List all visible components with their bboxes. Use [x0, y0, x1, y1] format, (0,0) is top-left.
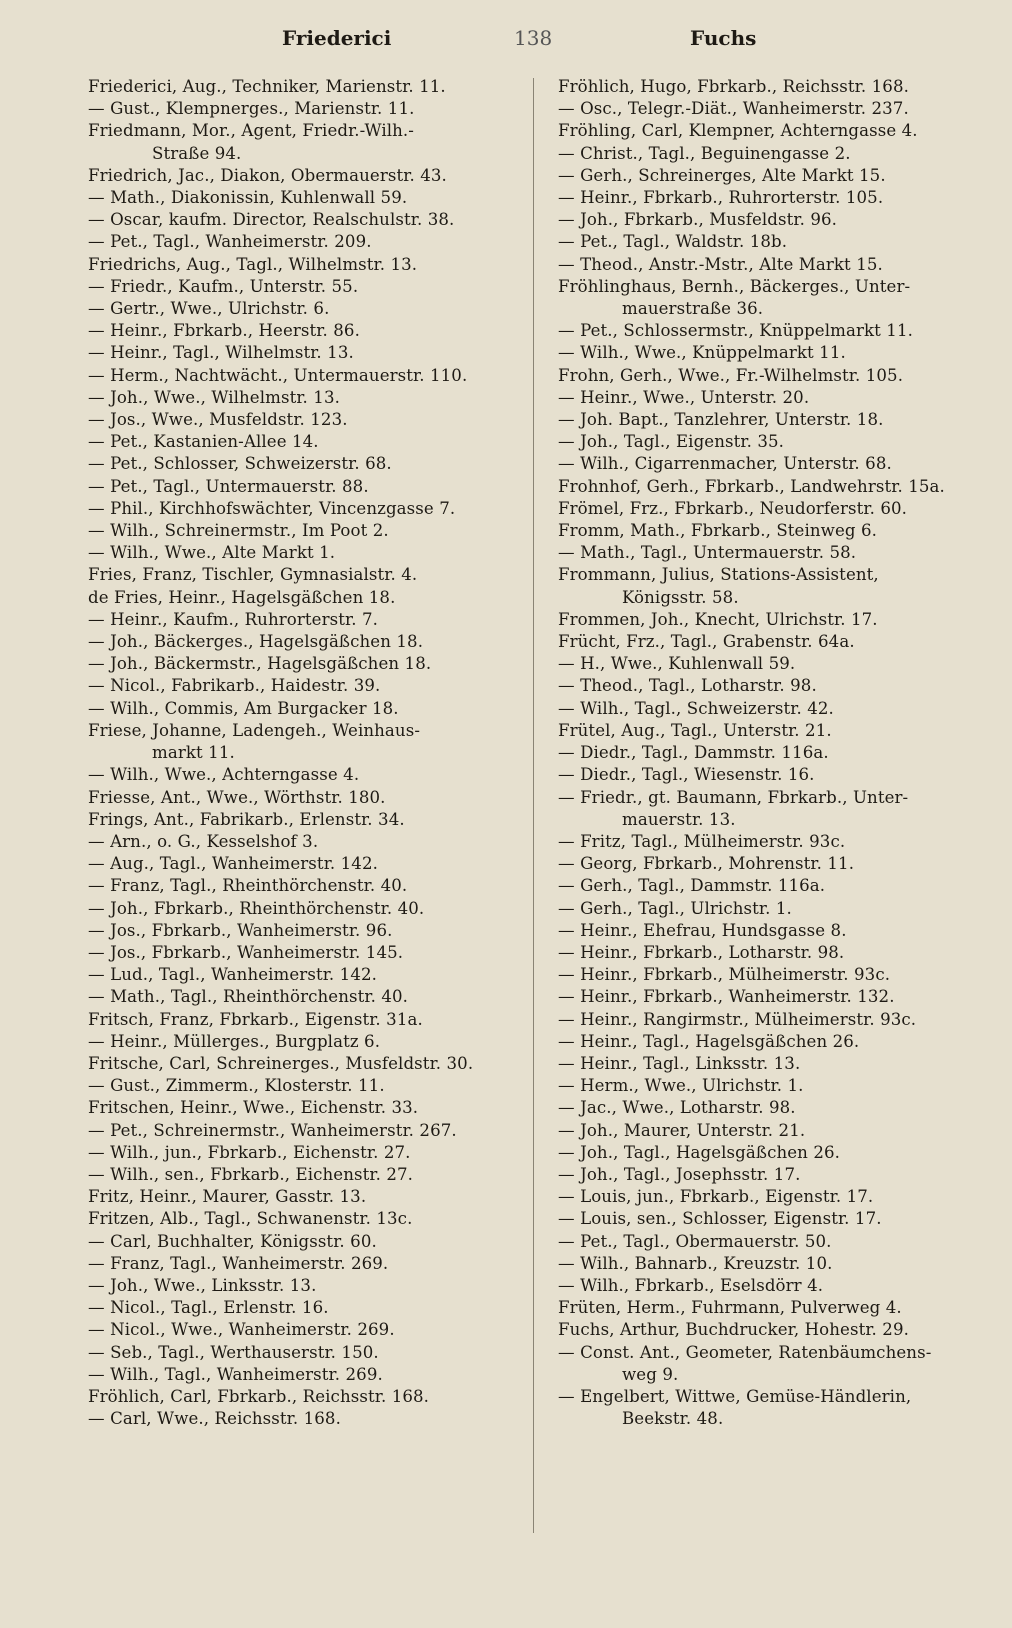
directory-entry: — Franz, Tagl., Rheinthörchenstr. 40.	[88, 876, 408, 896]
directory-entry: Fritz, Heinr., Maurer, Gasstr. 13.	[88, 1187, 367, 1207]
directory-entry: — Math., Tagl., Untermauerstr. 58.	[558, 543, 857, 563]
directory-entry: — Osc., Telegr.-Diät., Wanheimerstr. 237.	[558, 99, 909, 119]
directory-entry: Friedrich, Jac., Diakon, Obermauerstr. 43.	[88, 165, 447, 185]
directory-entry: mauerstraße 36.	[622, 299, 764, 319]
directory-entry: — Pet., Tagl., Wanheimerstr. 209.	[88, 232, 372, 252]
directory-entry: weg 9.	[622, 1364, 679, 1384]
directory-entry: — Heinr., Ehefrau, Hundsgasse 8.	[558, 920, 847, 940]
directory-entry: — Phil., Kirchhofswächter, Vincenzgasse 7.	[88, 498, 456, 518]
directory-entry: — Wilh., Wwe., Alte Markt 1.	[88, 543, 336, 563]
directory-entry: — Herm., Wwe., Ulrichstr. 1.	[558, 1076, 804, 1096]
directory-entry: — Math., Tagl., Rheinthörchenstr. 40.	[88, 987, 409, 1007]
directory-entry: — Joh., Maurer, Unterstr. 21.	[558, 1120, 806, 1140]
directory-entry: — Georg, Fbrkarb., Mohrenstr. 11.	[558, 854, 855, 874]
directory-entry: — Diedr., Tagl., Dammstr. 116a.	[558, 743, 829, 763]
directory-entry: Frohn, Gerh., Wwe., Fr.-Wilhelmstr. 105.	[558, 365, 904, 385]
directory-entry: — Wilh., Tagl., Schweizerstr. 42.	[558, 698, 834, 718]
directory-entry: — Pet., Schlosser, Schweizerstr. 68.	[88, 454, 392, 474]
directory-entry: — Heinr., Kaufm., Ruhrorterstr. 7.	[88, 609, 378, 629]
directory-entry: — Theod., Tagl., Lotharstr. 98.	[558, 676, 817, 696]
page-number: 138	[514, 26, 553, 50]
directory-entry: — Carl, Wwe., Reichsstr. 168.	[88, 1409, 341, 1429]
directory-entry: Fröhlinghaus, Bernh., Bäckerges., Unter-	[558, 276, 911, 296]
directory-entry: — Aug., Tagl., Wanheimerstr. 142.	[88, 854, 378, 874]
directory-entry: — Joh., Tagl., Josephsstr. 17.	[558, 1164, 801, 1184]
directory-entry: Friedrichs, Aug., Tagl., Wilhelmstr. 13.	[88, 254, 418, 274]
directory-entry: — Wilh., jun., Fbrkarb., Eichenstr. 27.	[88, 1142, 411, 1162]
directory-entry: Fromm, Math., Fbrkarb., Steinweg 6.	[558, 521, 878, 541]
directory-entry: — Louis, jun., Fbrkarb., Eigenstr. 17.	[558, 1187, 874, 1207]
directory-entry: — Joh., Wwe., Linksstr. 13.	[88, 1275, 317, 1295]
directory-entry: Fröhlich, Carl, Fbrkarb., Reichsstr. 168.	[88, 1386, 430, 1406]
directory-entry: — Joh. Bapt., Tanzlehrer, Unterstr. 18.	[558, 410, 884, 430]
directory-entry: — Heinr., Tagl., Hagelsgäßchen 26.	[558, 1031, 860, 1051]
directory-entry: Frömel, Frz., Fbrkarb., Neudorferstr. 60.	[558, 498, 908, 518]
directory-entry: — Pet., Schlossermstr., Knüppelmarkt 11.	[558, 321, 913, 341]
directory-entry: — Wilh., Cigarrenmacher, Unterstr. 68.	[558, 454, 892, 474]
directory-entry: — Gerh., Schreinerges, Alte Markt 15.	[558, 165, 886, 185]
directory-entry: — Theod., Anstr.-Mstr., Alte Markt 15.	[558, 254, 883, 274]
directory-entry: Frohnhof, Gerh., Fbrkarb., Landwehrstr. 15a.	[558, 476, 945, 496]
directory-entry: mauerstr. 13.	[622, 809, 736, 829]
directory-entry: Fritsch, Franz, Fbrkarb., Eigenstr. 31a.	[88, 1009, 423, 1029]
directory-entry: — Wilh., Wwe., Knüppelmarkt 11.	[558, 343, 846, 363]
directory-entry: — Heinr., Tagl., Wilhelmstr. 13.	[88, 343, 354, 363]
page-header	[0, 26, 1012, 66]
directory-entry: Fuchs, Arthur, Buchdrucker, Hohestr. 29.	[558, 1320, 909, 1340]
directory-entry: — Jos., Fbrkarb., Wanheimerstr. 96.	[88, 920, 393, 940]
directory-entry: — Christ., Tagl., Beguinengasse 2.	[558, 143, 851, 163]
right-column	[558, 76, 988, 1430]
directory-entry: — Wilh., Schreinermstr., Im Poot 2.	[88, 521, 389, 541]
directory-entry: Frommann, Julius, Stations-Assistent,	[558, 565, 879, 585]
directory-entry: — Joh., Bäckerges., Hagelsgäßchen 18.	[88, 632, 424, 652]
directory-entry: — Herm., Nachtwächt., Untermauerstr. 110.	[88, 365, 468, 385]
directory-entry: Fries, Franz, Tischler, Gymnasialstr. 4.	[88, 565, 418, 585]
directory-entry: — Gertr., Wwe., Ulrichstr. 6.	[88, 299, 330, 319]
directory-entry: — Gerh., Tagl., Dammstr. 116a.	[558, 876, 826, 896]
directory-entry: Frommen, Joh., Knecht, Ulrichstr. 17.	[558, 609, 878, 629]
directory-entry: — Heinr., Rangirmstr., Mülheimerstr. 93c.	[558, 1009, 917, 1029]
directory-entry: — Engelbert, Wittwe, Gemüse-Händlerin,	[558, 1386, 912, 1406]
directory-entry: Frücht, Frz., Tagl., Grabenstr. 64a.	[558, 632, 855, 652]
directory-entry: Friese, Johanne, Ladengeh., Weinhaus-	[88, 720, 421, 740]
directory-entry: — Nicol., Wwe., Wanheimerstr. 269.	[88, 1320, 395, 1340]
directory-entry: — Nicol., Tagl., Erlenstr. 16.	[88, 1298, 329, 1318]
directory-entry: — Wilh., sen., Fbrkarb., Eichenstr. 27.	[88, 1164, 414, 1184]
directory-entry: Frings, Ant., Fabrikarb., Erlenstr. 34.	[88, 809, 405, 829]
directory-entry: — Heinr., Fbrkarb., Wanheimerstr. 132.	[558, 987, 895, 1007]
directory-entry: — Fritz, Tagl., Mülheimerstr. 93c.	[558, 831, 846, 851]
left-column	[88, 76, 538, 1430]
directory-entry: Friedmann, Mor., Agent, Friedr.-Wilh.-	[88, 121, 415, 141]
directory-entry: — Oscar, kaufm. Director, Realschulstr. 38.	[88, 210, 455, 230]
directory-entry: Frütel, Aug., Tagl., Unterstr. 21.	[558, 720, 832, 740]
directory-entry: — Jac., Wwe., Lotharstr. 98.	[558, 1098, 796, 1118]
directory-entry: — Wilh., Bahnarb., Kreuzstr. 10.	[558, 1253, 833, 1273]
directory-entry: — Pet., Tagl., Waldstr. 18b.	[558, 232, 788, 252]
directory-entry: — Wilh., Wwe., Achterngasse 4.	[88, 765, 360, 785]
directory-entry: — Jos., Fbrkarb., Wanheimerstr. 145.	[88, 942, 404, 962]
directory-entry: — Gerh., Tagl., Ulrichstr. 1.	[558, 898, 792, 918]
directory-entry: Friesse, Ant., Wwe., Wörthstr. 180.	[88, 787, 386, 807]
directory-entry: — Gust., Klempnerges., Marienstr. 11.	[88, 99, 415, 119]
directory-entry: Fritschen, Heinr., Wwe., Eichenstr. 33.	[88, 1098, 419, 1118]
directory-entry: — Wilh., Commis, Am Burgacker 18.	[88, 698, 399, 718]
directory-entry: — Joh., Tagl., Hagelsgäßchen 26.	[558, 1142, 841, 1162]
directory-entry: — Louis, sen., Schlosser, Eigenstr. 17.	[558, 1209, 882, 1229]
directory-entry: — Heinr., Fbrkarb., Heerstr. 86.	[88, 321, 360, 341]
directory-entry: — Gust., Zimmerm., Klosterstr. 11.	[88, 1076, 385, 1096]
directory-entry: markt 11.	[152, 743, 235, 763]
directory-entry: — Heinr., Fbrkarb., Mülheimerstr. 93c.	[558, 965, 891, 985]
directory-entry: — Nicol., Fabrikarb., Haidestr. 39.	[88, 676, 381, 696]
directory-entry: — Carl, Buchhalter, Königsstr. 60.	[88, 1231, 377, 1251]
directory-entry: — Wilh., Fbrkarb., Eselsdörr 4.	[558, 1275, 824, 1295]
directory-entry: — Lud., Tagl., Wanheimerstr. 142.	[88, 965, 378, 985]
directory-entry: — Pet., Tagl., Untermauerstr. 88.	[88, 476, 369, 496]
directory-entry: — Joh., Bäckermstr., Hagelsgäßchen 18.	[88, 654, 432, 674]
directory-entry: — Franz, Tagl., Wanheimerstr. 269.	[88, 1253, 389, 1273]
directory-entry: — Wilh., Tagl., Wanheimerstr. 269.	[88, 1364, 383, 1384]
directory-entry: — Diedr., Tagl., Wiesenstr. 16.	[558, 765, 815, 785]
directory-entry: — Heinr., Müllerges., Burgplatz 6.	[88, 1031, 381, 1051]
directory-entry: Königsstr. 58.	[622, 587, 739, 607]
directory-entry: Fritsche, Carl, Schreinerges., Musfeldstr. 30.	[88, 1053, 474, 1073]
directory-entry: — Jos., Wwe., Musfeldstr. 123.	[88, 410, 348, 430]
directory-entry: Früten, Herm., Fuhrmann, Pulverweg 4.	[558, 1298, 902, 1318]
directory-entry: — Joh., Wwe., Wilhelmstr. 13.	[88, 387, 340, 407]
directory-entry: de Fries, Heinr., Hagelsgäßchen 18.	[88, 587, 396, 607]
directory-entry: — Joh., Fbrkarb., Musfeldstr. 96.	[558, 210, 838, 230]
directory-entry: — Pet., Tagl., Obermauerstr. 50.	[558, 1231, 832, 1251]
directory-entry: — Friedr., gt. Baumann, Fbrkarb., Unter-	[558, 787, 909, 807]
directory-entry: Straße 94.	[152, 143, 242, 163]
directory-entry: — H., Wwe., Kuhlenwall 59.	[558, 654, 796, 674]
directory-entry: — Joh., Tagl., Eigenstr. 35.	[558, 432, 785, 452]
directory-entry: — Joh., Fbrkarb., Rheinthörchenstr. 40.	[88, 898, 425, 918]
header-first-name: Friederici	[282, 26, 392, 50]
directory-entry: — Heinr., Tagl., Linksstr. 13.	[558, 1053, 801, 1073]
header-last-name: Fuchs	[690, 26, 757, 50]
directory-entry: — Heinr., Fbrkarb., Lotharstr. 98.	[558, 942, 845, 962]
directory-entry: Fritzen, Alb., Tagl., Schwanenstr. 13c.	[88, 1209, 413, 1229]
directory-entry: — Math., Diakonissin, Kuhlenwall 59.	[88, 188, 408, 208]
directory-entry: Fröhlich, Hugo, Fbrkarb., Reichsstr. 168.	[558, 77, 909, 96]
directory-entry: — Seb., Tagl., Werthauserstr. 150.	[88, 1342, 379, 1362]
directory-entry: — Pet., Schreinermstr., Wanheimerstr. 267.	[88, 1120, 457, 1140]
directory-entry: — Const. Ant., Geometer, Ratenbäumchens-	[558, 1342, 932, 1362]
directory-entry: Fröhling, Carl, Klempner, Achterngasse 4.	[558, 121, 918, 141]
directory-entry: — Pet., Kastanien-Allee 14.	[88, 432, 319, 452]
directory-entry: Friederici, Aug., Techniker, Marienstr. 11.	[88, 77, 446, 96]
directory-entry: Beekstr. 48.	[622, 1409, 724, 1429]
column-divider	[533, 78, 534, 1533]
directory-entry: — Heinr., Wwe., Unterstr. 20.	[558, 387, 810, 407]
directory-entry: — Friedr., Kaufm., Unterstr. 55.	[88, 276, 359, 296]
directory-entry: — Arn., o. G., Kesselshof 3.	[88, 831, 319, 851]
directory-entry: — Heinr., Fbrkarb., Ruhrorterstr. 105.	[558, 188, 884, 208]
